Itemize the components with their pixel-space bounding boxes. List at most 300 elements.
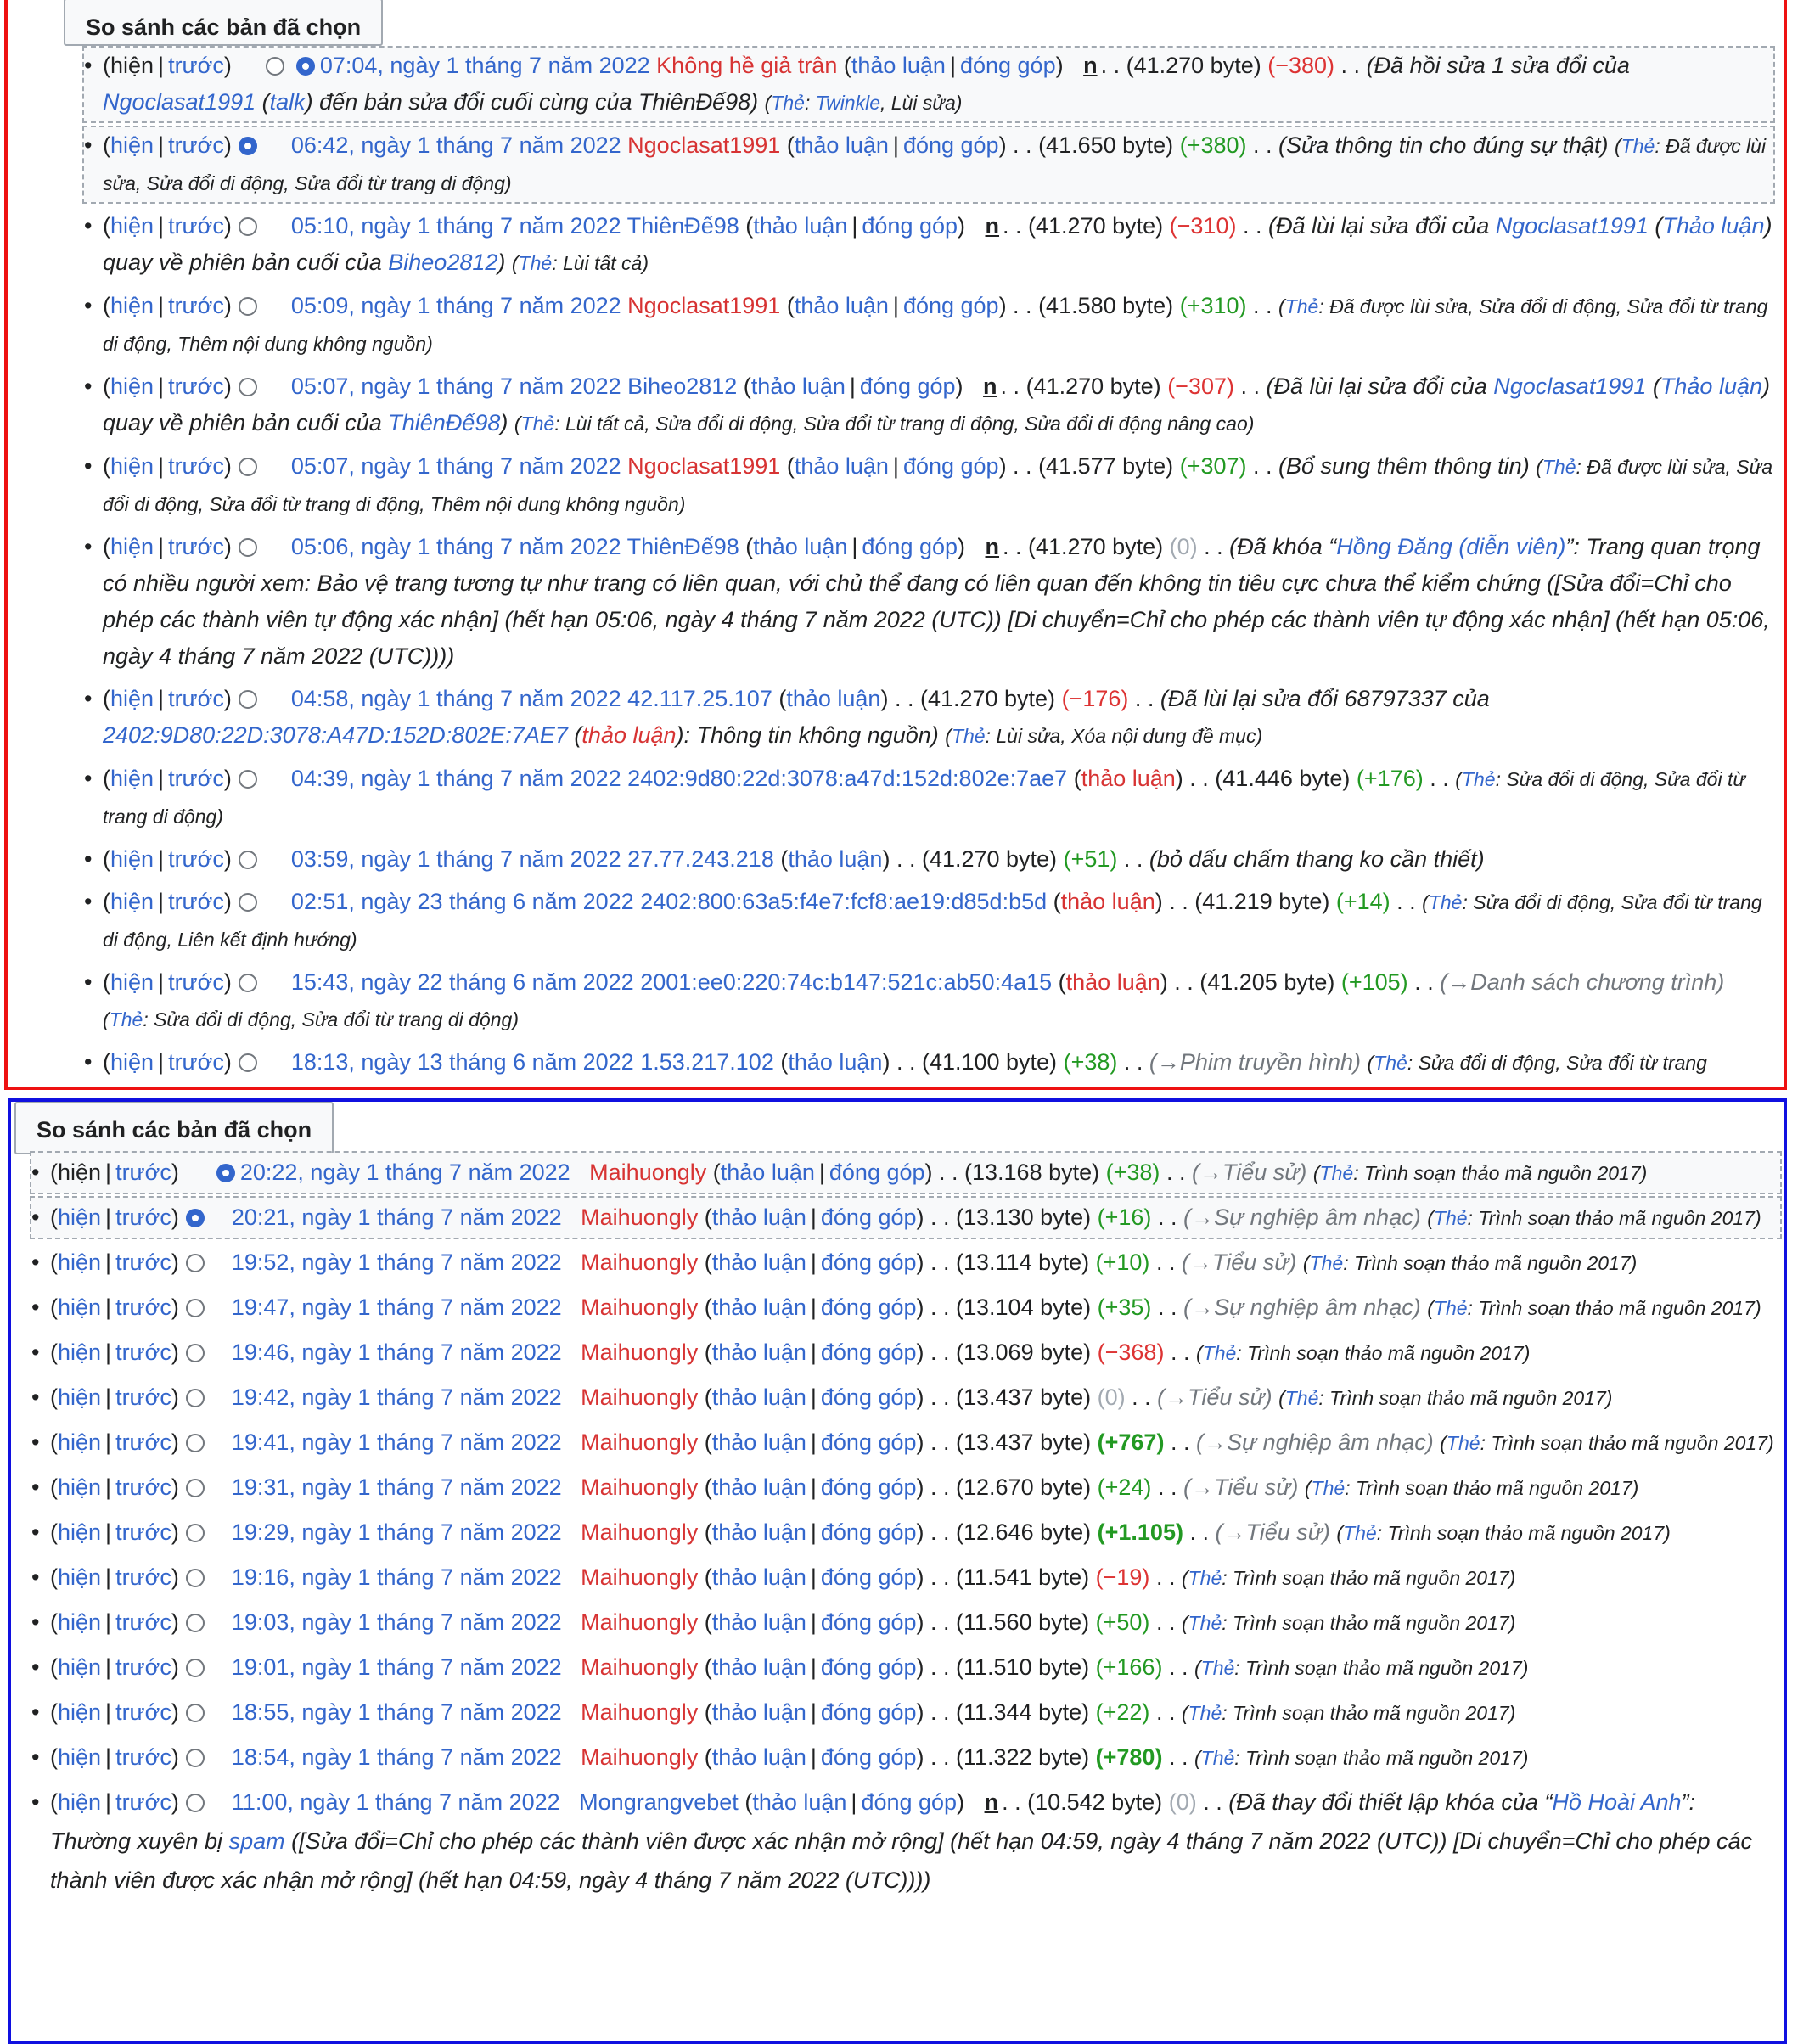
- history-row: • (hiện | trước) 02:51, ngày 23 tháng 6 năm 2022 2402:800:63a5:f4e7:fcf8:ae19:d85d:b5d (thảo luận) . . (41.219 byte) (+14) . . (Thẻ: Sửa đổi di động, Sửa đổi từ trang di động, Liên kết định hướng): [84, 884, 1773, 958]
- user-talk-link[interactable]: thảo luận: [794, 453, 889, 479]
- cur-link[interactable]: hiện: [58, 1744, 102, 1770]
- cur-link[interactable]: hiện: [110, 686, 154, 711]
- prev-link[interactable]: trước: [115, 1429, 171, 1455]
- user-talk-link[interactable]: thảo luận: [1065, 969, 1160, 995]
- user-link[interactable]: Ngoclasat1991: [627, 293, 781, 318]
- user-talk-link[interactable]: thảo luận: [711, 1384, 806, 1410]
- oldid-radio[interactable]: [266, 57, 284, 76]
- cur-link[interactable]: hiện: [110, 969, 154, 995]
- tags-link[interactable]: Thẻ: [1311, 1477, 1346, 1499]
- revision-date-link[interactable]: 19:52, ngày 1 tháng 7 năm 2022: [231, 1249, 562, 1275]
- oldid-radio[interactable]: [186, 1434, 205, 1452]
- tag-list: (Thẻ: Lùi tất cả): [511, 252, 649, 274]
- cur-link[interactable]: hiện: [58, 1564, 102, 1590]
- revision-history-list: [84, 48, 1773, 1087]
- oldid-radio[interactable]: [239, 893, 257, 912]
- bottom-history-panel: [8, 1098, 1787, 2044]
- user-link[interactable]: Ngoclasat1991: [627, 453, 781, 479]
- user-talk-link[interactable]: thảo luận: [750, 373, 846, 399]
- history-row: • (hiện | trước) 19:46, ngày 1 tháng 7 năm 2022 Maihuongly (thảo luận | đóng góp) . . (13.069 byte) (−368) . . (Thẻ: Trình soạn thảo mã nguồn 2017): [31, 1333, 1780, 1373]
- cur-link[interactable]: hiện: [58, 1294, 102, 1320]
- user-contribs-link[interactable]: đóng góp: [902, 293, 999, 318]
- user-contribs-link[interactable]: đóng góp: [820, 1429, 917, 1455]
- user-link[interactable]: ThiênĐế98: [626, 213, 739, 239]
- user-link[interactable]: 42.117.25.107: [627, 686, 772, 711]
- section-link[interactable]: →Tiểu sử: [1199, 1160, 1300, 1185]
- user-talk-link[interactable]: thảo luận: [786, 686, 881, 711]
- summary-page-link[interactable]: Hồ Hoài Anh: [1552, 1789, 1682, 1815]
- user-link[interactable]: Maihuongly: [581, 1699, 699, 1725]
- user-link[interactable]: Maihuongly: [581, 1429, 699, 1455]
- user-link[interactable]: Maihuongly: [589, 1160, 707, 1185]
- tag-list: (Thẻ: Đã được lùi sửa, Sửa đổi di động, Sửa đổi từ trang di động, Thêm nội dung không nguồn): [103, 295, 1768, 355]
- tags-link[interactable]: Thẻ: [771, 92, 805, 114]
- tags-link[interactable]: Thẻ: [1433, 1297, 1468, 1319]
- user-link[interactable]: Maihuongly: [581, 1339, 699, 1365]
- prev-link[interactable]: trước: [115, 1609, 171, 1635]
- prev-link[interactable]: trước: [168, 846, 224, 872]
- diff-radio-selected[interactable]: [216, 1164, 235, 1182]
- summary-user-link[interactable]: Ngoclasat1991: [1493, 373, 1647, 399]
- byte-diff: (−307): [1167, 373, 1234, 399]
- user-talk-link[interactable]: thảo luận: [788, 1049, 883, 1075]
- oldid-radio[interactable]: [186, 1794, 205, 1812]
- user-contribs-link[interactable]: đóng góp: [820, 1744, 917, 1770]
- section-link[interactable]: →Sự nghiệp âm nhạc: [1190, 1294, 1413, 1320]
- cur-link[interactable]: hiện: [58, 1654, 102, 1680]
- user-talk-link[interactable]: thảo luận: [711, 1609, 806, 1635]
- user-talk-link[interactable]: thảo luận: [711, 1654, 806, 1680]
- revision-date-link[interactable]: 18:55, ngày 1 tháng 7 năm 2022: [231, 1699, 562, 1725]
- cur-link[interactable]: hiện: [58, 1204, 102, 1230]
- user-contribs-link[interactable]: đóng góp: [820, 1339, 917, 1365]
- user-contribs-link[interactable]: đóng góp: [862, 213, 958, 239]
- prev-link[interactable]: trước: [168, 969, 224, 995]
- revision-date-link[interactable]: 18:54, ngày 1 tháng 7 năm 2022: [231, 1744, 562, 1770]
- prev-link[interactable]: trước: [168, 686, 224, 711]
- cur-link[interactable]: hiện: [58, 1474, 102, 1500]
- prev-link[interactable]: trước: [115, 1699, 171, 1725]
- revision-date-link[interactable]: 11:00, ngày 1 tháng 7 năm 2022: [231, 1789, 560, 1815]
- edit-summary: (→Sự nghiệp âm nhạc): [1183, 1294, 1421, 1320]
- user-talk-link[interactable]: thảo luận: [711, 1429, 806, 1455]
- section-link[interactable]: →Tiểu sử: [1222, 1519, 1323, 1545]
- diff-radio-selected[interactable]: [296, 57, 315, 76]
- user-contribs-link[interactable]: đóng góp: [862, 534, 958, 559]
- byte-diff: (+51): [1063, 846, 1118, 872]
- cur-link[interactable]: hiện: [58, 1249, 102, 1275]
- cur-link[interactable]: hiện: [110, 1049, 154, 1075]
- byte-diff: (+767): [1097, 1429, 1165, 1455]
- summary-user-link[interactable]: Ngoclasat1991: [1495, 213, 1649, 239]
- revision-date-link[interactable]: 20:22, ngày 1 tháng 7 năm 2022: [239, 1160, 570, 1185]
- compare-selected-button[interactable]: So sánh các bản đã chọn: [14, 1102, 334, 1154]
- byte-diff: (+22): [1095, 1699, 1150, 1725]
- user-link[interactable]: Maihuongly: [581, 1654, 699, 1680]
- byte-size: (41.270 byte): [1126, 53, 1261, 78]
- user-link[interactable]: ThiênĐế98: [626, 534, 739, 559]
- byte-size: (12.646 byte): [956, 1519, 1092, 1545]
- oldid-radio[interactable]: [239, 538, 257, 557]
- byte-size: (41.580 byte): [1038, 293, 1174, 318]
- user-contribs-link[interactable]: đóng góp: [820, 1654, 917, 1680]
- oldid-radio[interactable]: [186, 1524, 205, 1542]
- tags-link[interactable]: Thẻ: [1284, 295, 1319, 317]
- tags-link[interactable]: Thẻ: [1343, 1522, 1377, 1544]
- user-link[interactable]: 1.53.217.102: [640, 1049, 774, 1075]
- user-talk-link[interactable]: thảo luận: [753, 213, 848, 239]
- oldid-radio[interactable]: [186, 1614, 205, 1632]
- user-link[interactable]: Maihuongly: [581, 1519, 699, 1545]
- edit-summary: (→Sự nghiệp âm nhạc): [1195, 1429, 1434, 1455]
- prev-link[interactable]: trước: [115, 1339, 171, 1365]
- prev-link[interactable]: trước: [115, 1519, 171, 1545]
- prev-link[interactable]: trước: [168, 373, 224, 399]
- cur-link[interactable]: hiện: [58, 1429, 102, 1455]
- cur-link[interactable]: hiện: [58, 1789, 102, 1815]
- oldid-radio[interactable]: [186, 1299, 205, 1317]
- section-link[interactable]: →Tiểu sử: [1190, 1474, 1291, 1500]
- cur-link[interactable]: hiện: [110, 293, 154, 318]
- tags-link[interactable]: Thẻ: [1461, 768, 1496, 790]
- user-talk-link[interactable]: thảo luận: [788, 846, 883, 872]
- user-contribs-link[interactable]: đóng góp: [902, 453, 999, 479]
- history-row: • (hiện | trước) 04:39, ngày 1 tháng 7 năm 2022 2402:9d80:22d:3078:a47d:152d:802e:7ae7 (thảo luận) . . (41.446 byte) (+176) . . (Thẻ: Sửa đổi di động, Sửa đổi từ trang di động): [84, 761, 1773, 835]
- revision-date-link[interactable]: 19:46, ngày 1 tháng 7 năm 2022: [231, 1339, 562, 1365]
- prev-link[interactable]: trước: [168, 53, 224, 78]
- oldid-radio[interactable]: [239, 1053, 257, 1072]
- byte-diff: (+307): [1179, 453, 1247, 479]
- tag-link[interactable]: Twinkle: [815, 92, 881, 114]
- byte-size: (11.322 byte): [956, 1744, 1090, 1770]
- user-contribs-link[interactable]: đóng góp: [820, 1294, 917, 1320]
- tags-link[interactable]: Thẻ: [520, 413, 555, 435]
- tags-link[interactable]: Thẻ: [1188, 1702, 1222, 1724]
- user-contribs-link[interactable]: đóng góp: [959, 53, 1056, 78]
- byte-diff: (+176): [1356, 766, 1424, 791]
- byte-size: (13.168 byte): [964, 1160, 1100, 1185]
- byte-size: (11.510 byte): [956, 1654, 1090, 1680]
- tags-link[interactable]: Thẻ: [1188, 1567, 1222, 1589]
- oldid-radio[interactable]: [186, 1479, 205, 1497]
- tag-list: (Thẻ: Trình soạn thảo mã nguồn 2017): [1194, 1747, 1529, 1769]
- edit-summary-section[interactable]: (→Phim truyền hình): [1149, 1049, 1361, 1075]
- revision-date-link[interactable]: 07:04, ngày 1 tháng 7 năm 2022: [319, 53, 650, 78]
- prev-link[interactable]: trước: [115, 1249, 171, 1275]
- summary-talk-link[interactable]: thảo luận: [581, 722, 677, 748]
- byte-diff: (0): [1169, 534, 1198, 559]
- summary-talk-link[interactable]: talk: [269, 89, 306, 115]
- user-link[interactable]: Maihuongly: [581, 1744, 699, 1770]
- cur-link[interactable]: hiện: [58, 1699, 102, 1725]
- edit-summary: (Đã lùi lại sửa đổi của Ngoclasat1991 (Thảo luận) quay về phiên bản cuối của ThiênĐế98): [103, 373, 1770, 435]
- prev-link[interactable]: trước: [115, 1789, 171, 1815]
- byte-size: (13.114 byte): [956, 1249, 1090, 1275]
- revision-date-link[interactable]: 04:58, ngày 1 tháng 7 năm 2022: [290, 686, 621, 711]
- prev-link[interactable]: trước: [168, 293, 224, 318]
- section-link[interactable]: →Tiểu sử: [1165, 1384, 1265, 1410]
- history-row: • (hiện | trước) 04:58, ngày 1 tháng 7 năm 2022 42.117.25.107 (thảo luận) . . (41.270 byte) (−176) . . (Đã lùi lại sửa đổi 68797337 của 2402:9D80:22D:3078:A47D:152D:802E:7AE7 (thảo luận): Thông tin không nguồn) (Thẻ: Lùi sửa, Xóa nội dung đề mục): [84, 681, 1773, 755]
- edit-summary: (Sửa thông tin cho đúng sự thật): [1278, 132, 1609, 158]
- user-contribs-link[interactable]: đóng góp: [820, 1384, 917, 1410]
- revision-date-link[interactable]: 15:43, ngày 22 tháng 6 năm 2022: [290, 969, 634, 995]
- user-talk-link[interactable]: thảo luận: [711, 1339, 806, 1365]
- user-talk-link[interactable]: thảo luận: [1081, 766, 1176, 791]
- oldid-radio[interactable]: [186, 1344, 205, 1362]
- revision-date-link[interactable]: 19:41, ngày 1 tháng 7 năm 2022: [231, 1429, 562, 1455]
- user-link[interactable]: 2402:9d80:22d:3078:a47d:152d:802e:7ae7: [627, 766, 1068, 791]
- history-row: • (hiện | trước) 20:22, ngày 1 tháng 7 năm 2022 Maihuongly (thảo luận | đóng góp) . . (13.168 byte) (+38) . . (→Tiểu sử) (Thẻ: Trình soạn thảo mã nguồn 2017): [31, 1153, 1780, 1193]
- cur-link[interactable]: hiện: [110, 889, 154, 914]
- section-link[interactable]: →Sự nghiệp âm nhạc: [1203, 1429, 1426, 1455]
- user-contribs-link[interactable]: đóng góp: [902, 132, 999, 158]
- byte-size: (41.270 byte): [1025, 373, 1161, 399]
- prev-link[interactable]: trước: [115, 1204, 171, 1230]
- cur-link[interactable]: hiện: [110, 213, 154, 239]
- cur-link[interactable]: hiện: [110, 846, 154, 872]
- user-link[interactable]: Không hề giả trân: [656, 53, 838, 78]
- cur-link[interactable]: hiện: [58, 1609, 102, 1635]
- revision-date-link[interactable]: 19:03, ngày 1 tháng 7 năm 2022: [231, 1609, 562, 1635]
- cur-label: hiện: [58, 1160, 102, 1185]
- revision-date-link[interactable]: 20:21, ngày 1 tháng 7 năm 2022: [231, 1204, 562, 1230]
- user-contribs-link[interactable]: đóng góp: [861, 1789, 958, 1815]
- byte-diff: (+16): [1097, 1204, 1152, 1230]
- minor-edit-mark: n: [985, 534, 1000, 559]
- user-talk-link[interactable]: thảo luận: [711, 1204, 806, 1230]
- summary-user-link[interactable]: Biheo2812: [388, 250, 498, 275]
- summary-spam-link[interactable]: spam: [228, 1828, 285, 1854]
- prev-link[interactable]: trước: [168, 534, 224, 559]
- user-contribs-link[interactable]: đóng góp: [820, 1204, 917, 1230]
- user-link[interactable]: Biheo2812: [627, 373, 738, 399]
- revision-date-link[interactable]: 05:10, ngày 1 tháng 7 năm 2022: [290, 213, 621, 239]
- byte-diff: (0): [1097, 1384, 1126, 1410]
- tags-link[interactable]: Thẻ: [1202, 1342, 1237, 1364]
- history-row: • (hiện | trước) 07:04, ngày 1 tháng 7 năm 2022 Không hề giả trân (thảo luận | đóng góp) n . . (41.270 byte) (−380) . . (Đã hồi sửa 1 sửa đổi của Ngoclasat1991 (talk) đến bản sửa đổi cuối cùng của ThiênĐế98) (Thẻ: Twinkle, Lùi sửa): [84, 48, 1773, 121]
- compare-selected-button[interactable]: So sánh các bản đã chọn: [64, 0, 383, 46]
- tags-link[interactable]: Thẻ: [1309, 1252, 1344, 1274]
- oldid-radio[interactable]: [239, 770, 257, 789]
- history-row: • (hiện | trước) 18:54, ngày 1 tháng 7 năm 2022 Maihuongly (thảo luận | đóng góp) . . (11.322 byte) (+780) . . (Thẻ: Trình soạn thảo mã nguồn 2017): [31, 1738, 1780, 1777]
- summary-user-link[interactable]: Ngoclasat1991: [103, 89, 256, 115]
- revision-date-link[interactable]: 19:42, ngày 1 tháng 7 năm 2022: [231, 1384, 562, 1410]
- oldid-radio[interactable]: [239, 974, 257, 992]
- prev-link[interactable]: trước: [115, 1384, 171, 1410]
- edit-summary: (→Tiểu sử): [1191, 1160, 1307, 1185]
- user-link[interactable]: Ngoclasat1991: [627, 132, 781, 158]
- oldid-radio[interactable]: [239, 217, 257, 236]
- cur-link[interactable]: hiện: [110, 453, 154, 479]
- prev-link[interactable]: trước: [168, 766, 224, 791]
- user-contribs-link[interactable]: đóng góp: [820, 1474, 917, 1500]
- byte-diff: (−19): [1095, 1564, 1150, 1590]
- tags-link[interactable]: Thẻ: [109, 1008, 143, 1030]
- cur-link[interactable]: hiện: [58, 1339, 102, 1365]
- tags-link[interactable]: Thẻ: [1621, 135, 1655, 157]
- revision-date-link[interactable]: 18:13, ngày 13 tháng 6 năm 2022: [290, 1049, 634, 1075]
- user-talk-link[interactable]: thảo luận: [711, 1744, 806, 1770]
- cur-link[interactable]: hiện: [58, 1519, 102, 1545]
- byte-diff: (+10): [1095, 1249, 1150, 1275]
- user-link[interactable]: Maihuongly: [581, 1384, 699, 1410]
- tags-link[interactable]: Thẻ: [1446, 1432, 1480, 1454]
- revision-date-link[interactable]: 19:16, ngày 1 tháng 7 năm 2022: [231, 1564, 562, 1590]
- history-row: • (hiện | trước) 05:07, ngày 1 tháng 7 năm 2022 Biheo2812 (thảo luận | đóng góp) n . . (41.270 byte) (−307) . . (Đã lùi lại sửa đổi của Ngoclasat1991 (Thảo luận) quay về phiên bản cuối của ThiênĐế98) (Thẻ: Lùi tất cả, Sửa đổi di động, Sửa đổi từ trang di động, Sửa đổi di động nâng cao): [84, 368, 1773, 442]
- tags-link[interactable]: Thẻ: [1200, 1657, 1235, 1679]
- oldid-radio[interactable]: [239, 297, 257, 316]
- revision-date-link[interactable]: 02:51, ngày 23 tháng 6 năm 2022: [290, 889, 634, 914]
- cur-link[interactable]: hiện: [110, 534, 154, 559]
- revision-date-link[interactable]: 05:07, ngày 1 tháng 7 năm 2022: [290, 373, 621, 399]
- edit-summary: (→Tiểu sử): [1183, 1474, 1299, 1500]
- revision-date-link[interactable]: 19:01, ngày 1 tháng 7 năm 2022: [231, 1654, 562, 1680]
- oldid-radio-selected[interactable]: [186, 1209, 205, 1227]
- byte-size: (10.542 byte): [1027, 1789, 1163, 1815]
- user-contribs-link[interactable]: đóng góp: [820, 1519, 917, 1545]
- oldid-radio[interactable]: [239, 458, 257, 476]
- tags-link[interactable]: Thẻ: [951, 725, 986, 747]
- user-contribs-link[interactable]: đóng góp: [859, 373, 956, 399]
- revision-date-link[interactable]: 05:09, ngày 1 tháng 7 năm 2022: [290, 293, 621, 318]
- byte-diff: (+24): [1097, 1474, 1152, 1500]
- summary-page-link[interactable]: Hồng Đăng (diễn viên): [1336, 534, 1566, 559]
- tags-link[interactable]: Thẻ: [1542, 456, 1576, 478]
- user-talk-link[interactable]: thảo luận: [720, 1160, 815, 1185]
- user-link[interactable]: Maihuongly: [581, 1294, 699, 1320]
- oldid-radio[interactable]: [239, 378, 257, 396]
- tags-link[interactable]: Thẻ: [1428, 891, 1463, 913]
- tag-list: (Thẻ: Sửa đổi di động, Sửa đổi từ trang di động): [103, 768, 1745, 828]
- tags-link[interactable]: Thẻ: [1374, 1052, 1407, 1074]
- tag-list: (Thẻ: Trình soạn thảo mã nguồn 2017): [1278, 1387, 1613, 1409]
- cur-link[interactable]: hiện: [110, 766, 154, 791]
- tag-list: (Thẻ: Sửa đổi di động, Sửa đổi từ trang: [1367, 1052, 1707, 1074]
- user-link[interactable]: 2402:800:63a5:f4e7:fcf8:ae19:d85d:b5d: [640, 889, 1048, 914]
- oldid-radio[interactable]: [239, 690, 257, 709]
- revision-date-link[interactable]: 19:31, ngày 1 tháng 7 năm 2022: [231, 1474, 562, 1500]
- revision-date-link[interactable]: 19:47, ngày 1 tháng 7 năm 2022: [231, 1294, 562, 1320]
- byte-size: (11.541 byte): [956, 1564, 1090, 1590]
- cur-link[interactable]: hiện: [58, 1384, 102, 1410]
- prev-link[interactable]: trước: [115, 1564, 171, 1590]
- user-link[interactable]: Maihuongly: [581, 1249, 699, 1275]
- tag-list: (Thẻ: Trình soạn thảo mã nguồn 2017): [1181, 1702, 1516, 1724]
- user-link[interactable]: 27.77.243.218: [627, 846, 774, 872]
- oldid-radio[interactable]: [186, 1704, 205, 1722]
- prev-link[interactable]: trước: [168, 213, 224, 239]
- user-talk-link[interactable]: thảo luận: [753, 534, 848, 559]
- oldid-radio[interactable]: [186, 1659, 205, 1677]
- user-link[interactable]: Maihuongly: [581, 1204, 699, 1230]
- revision-date-link[interactable]: 05:07, ngày 1 tháng 7 năm 2022: [290, 453, 621, 479]
- oldid-radio[interactable]: [186, 1569, 205, 1587]
- oldid-radio[interactable]: [186, 1254, 205, 1272]
- byte-size: (13.437 byte): [956, 1384, 1092, 1410]
- user-contribs-link[interactable]: đóng góp: [829, 1160, 925, 1185]
- user-link[interactable]: Maihuongly: [581, 1609, 699, 1635]
- user-talk-link[interactable]: thảo luận: [711, 1699, 806, 1725]
- user-talk-link[interactable]: thảo luận: [711, 1564, 806, 1590]
- tags-link[interactable]: Thẻ: [1188, 1612, 1222, 1634]
- prev-link[interactable]: trước: [115, 1654, 171, 1680]
- history-row: • (hiện | trước) 18:55, ngày 1 tháng 7 năm 2022 Maihuongly (thảo luận | đóng góp) . . (11.344 byte) (+22) . . (Thẻ: Trình soạn thảo mã nguồn 2017): [31, 1693, 1780, 1732]
- history-row: • (hiện | trước) 20:21, ngày 1 tháng 7 năm 2022 Maihuongly (thảo luận | đóng góp) . . (13.130 byte) (+16) . . (→Sự nghiệp âm nhạc) (Thẻ: Trình soạn thảo mã nguồn 2017): [31, 1198, 1780, 1238]
- user-link[interactable]: Maihuongly: [581, 1474, 699, 1500]
- summary-user-link[interactable]: ThiênĐế98: [388, 410, 501, 435]
- tag-list: (Thẻ: Trình soạn thảo mã nguồn 2017): [1427, 1207, 1761, 1229]
- byte-size: (12.670 byte): [956, 1474, 1092, 1500]
- summary-talk-link[interactable]: Thảo luận: [1660, 373, 1762, 399]
- user-contribs-link[interactable]: đóng góp: [820, 1609, 917, 1635]
- user-link[interactable]: Maihuongly: [581, 1564, 699, 1590]
- summary-user-link[interactable]: 2402:9D80:22D:3078:A47D:152D:802E:7AE7: [103, 722, 568, 748]
- tags-link[interactable]: Thẻ: [1433, 1207, 1468, 1229]
- oldid-radio[interactable]: [186, 1389, 205, 1407]
- prev-link[interactable]: trước: [168, 132, 224, 158]
- minor-edit-mark: n: [985, 213, 1000, 239]
- edit-summary-section[interactable]: (→Danh sách chương trình): [1440, 969, 1725, 995]
- user-talk-link[interactable]: thảo luận: [711, 1519, 806, 1545]
- user-contribs-link[interactable]: đóng góp: [820, 1249, 917, 1275]
- section-link[interactable]: →Tiểu sử: [1188, 1249, 1289, 1275]
- prev-link[interactable]: trước: [115, 1744, 171, 1770]
- cur-link[interactable]: hiện: [110, 132, 154, 158]
- oldid-radio[interactable]: [239, 851, 257, 869]
- tags-link[interactable]: Thẻ: [1319, 1162, 1354, 1184]
- history-row: • (hiện | trước) 05:09, ngày 1 tháng 7 năm 2022 Ngoclasat1991 (thảo luận | đóng góp) . . (41.580 byte) (+310) . . (Thẻ: Đã được lùi sửa, Sửa đổi di động, Sửa đổi từ trang di động, Thêm nội dung không nguồn): [84, 288, 1773, 362]
- oldid-radio-selected[interactable]: [239, 137, 257, 155]
- prev-link[interactable]: trước: [115, 1160, 171, 1185]
- history-row: • (hiện | trước) 05:07, ngày 1 tháng 7 năm 2022 Ngoclasat1991 (thảo luận | đóng góp) . . (41.577 byte) (+307) . . (Bổ sung thêm thông tin) (Thẻ: Đã được lùi sửa, Sửa đổi di động, Sửa đổi từ trang di động, Thêm nội dung không nguồn): [84, 448, 1773, 523]
- tags-link[interactable]: Thẻ: [1200, 1747, 1235, 1769]
- user-contribs-link[interactable]: đóng góp: [820, 1699, 917, 1725]
- user-link[interactable]: 2001:ee0:220:74c:b147:521c:ab50:4a15: [640, 969, 1053, 995]
- revision-date-link[interactable]: 06:42, ngày 1 tháng 7 năm 2022: [290, 132, 621, 158]
- history-row: • (hiện | trước) 05:10, ngày 1 tháng 7 năm 2022 ThiênĐế98 (thảo luận | đóng góp) n . . (41.270 byte) (−310) . . (Đã lùi lại sửa đổi của Ngoclasat1991 (Thảo luận) quay về phiên bản cuối của Biheo2812) (Thẻ: Lùi tất cả): [84, 208, 1773, 282]
- prev-link[interactable]: trước: [168, 889, 224, 914]
- user-link[interactable]: Mongrangvebet: [579, 1789, 739, 1815]
- tag-list: (Thẻ: Trình soạn thảo mã nguồn 2017): [1181, 1612, 1516, 1634]
- tags-link[interactable]: Thẻ: [1284, 1387, 1319, 1409]
- user-talk-link[interactable]: thảo luận: [711, 1294, 806, 1320]
- revision-date-link[interactable]: 04:39, ngày 1 tháng 7 năm 2022: [290, 766, 621, 791]
- revision-date-link[interactable]: 03:59, ngày 1 tháng 7 năm 2022: [290, 846, 621, 872]
- revision-date-link[interactable]: 05:06, ngày 1 tháng 7 năm 2022: [290, 534, 621, 559]
- summary-talk-link[interactable]: Thảo luận: [1662, 213, 1765, 239]
- user-talk-link[interactable]: thảo luận: [794, 293, 889, 318]
- user-talk-link[interactable]: thảo luận: [851, 53, 946, 78]
- byte-diff: (+310): [1179, 293, 1247, 318]
- revision-date-link[interactable]: 19:29, ngày 1 tháng 7 năm 2022: [231, 1519, 562, 1545]
- user-talk-link[interactable]: thảo luận: [711, 1474, 806, 1500]
- user-talk-link[interactable]: thảo luận: [711, 1249, 806, 1275]
- prev-link[interactable]: trước: [168, 1049, 224, 1075]
- byte-diff: (+105): [1340, 969, 1408, 995]
- user-talk-link[interactable]: thảo luận: [1060, 889, 1155, 914]
- oldid-radio[interactable]: [186, 1749, 205, 1767]
- prev-link[interactable]: trước: [168, 453, 224, 479]
- user-talk-link[interactable]: thảo luận: [752, 1789, 847, 1815]
- prev-link[interactable]: trước: [115, 1294, 171, 1320]
- edit-summary: (→Tiểu sử): [1181, 1249, 1297, 1275]
- prev-link[interactable]: trước: [115, 1474, 171, 1500]
- tags-link[interactable]: Thẻ: [518, 252, 553, 274]
- user-contribs-link[interactable]: đóng góp: [820, 1564, 917, 1590]
- cur-link[interactable]: hiện: [110, 373, 154, 399]
- section-link[interactable]: →Sự nghiệp âm nhạc: [1190, 1204, 1413, 1230]
- user-talk-link[interactable]: thảo luận: [794, 132, 889, 158]
